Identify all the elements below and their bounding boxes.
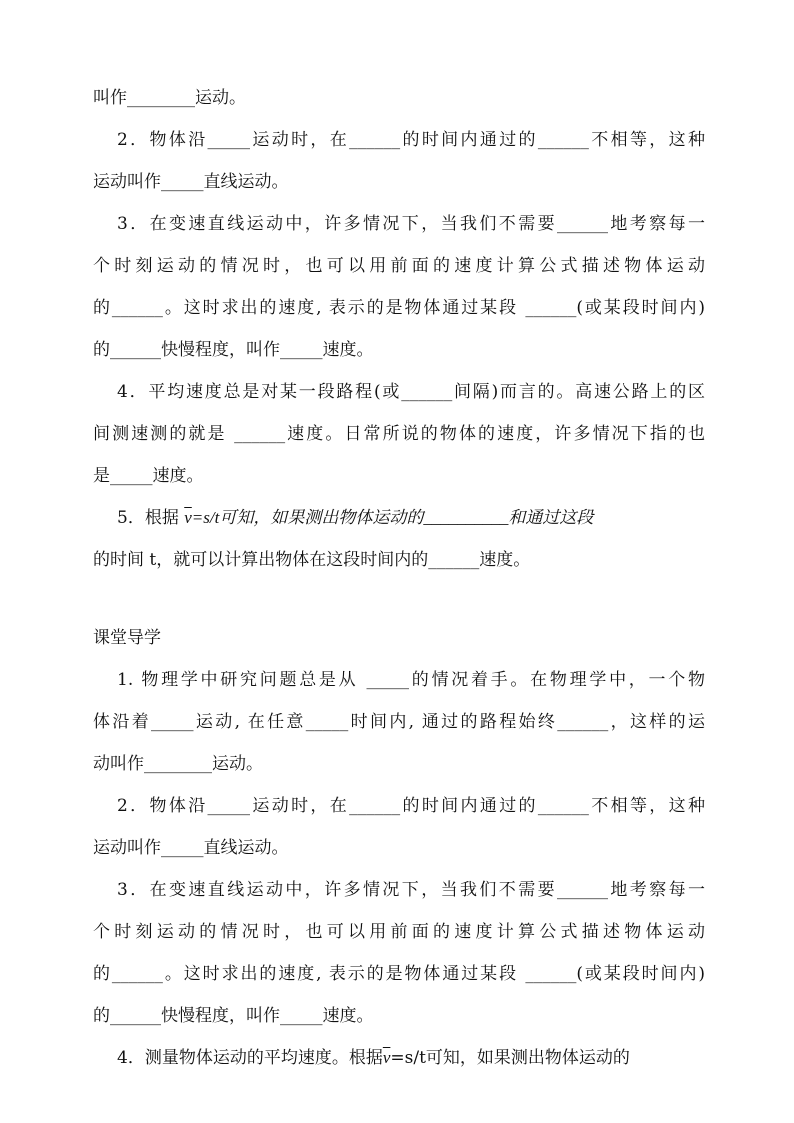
s2-item-4-prefix: 4．测量物体运动的平均速度。根据 [117,1048,383,1068]
s1-item-5-line-1 [117,506,705,530]
s1-formula-v: $\overline{v}$ [184,508,192,527]
s1-item-2-line-2: 运动叫作_____直线运动。 [93,172,289,192]
s1-item-3-line-1: 3．在变速直线运动中，许多情况下，当我们不需要______地考察每一 [117,214,705,234]
s1-item-5-line-2: 的时间 t，就可以计算出物体在这段时间内的______速度。 [93,550,531,570]
s2-item-2-line-2: 运动叫作_____直线运动。 [93,838,289,858]
s1-item-5-suffix: =s/t可知，如果测出物体运动的__________和通过这段 [191,508,594,527]
s2-item-3-line-2: 个时刻运动的情况时，也可以用前面的速度计算公式描述物体运动 [93,922,705,942]
s1-item-3-line-3: 的______。这时求出的速度, 表示的是物体通过某段 ______(或某段时间内) [93,298,705,318]
s2-item-3-line-4: 的______快慢程度，叫作_____速度。 [93,1006,374,1026]
section-heading: 课堂导学 [93,628,161,648]
s2-item-3-line-1: 3．在变速直线运动中，许多情况下，当我们不需要______地考察每一 [117,880,705,900]
s1-item-4-line-1: 4．平均速度总是对某一段路程(或______间隔)而言的。高速公路上的区 [117,382,705,402]
s1-item-5-prefix: 5．根据 [117,508,185,528]
s2-item-1-line-1: 1. 物理学中研究问题总是从 _____的情况着手。在物理学中，一个物 [117,670,705,690]
s2-item-1-line-3: 动叫作________运动。 [93,754,263,774]
s2-item-4-suffix: =s/t可知，如果测出物体运动的 [390,1048,630,1068]
s1-item-3-line-4: 的______快慢程度，叫作_____速度。 [93,340,374,360]
s2-item-2-line-1: 2．物体沿_____运动时，在______的时间内通过的______不相等，这种 [117,796,705,816]
s1-item-4-line-2: 间测速测的就是 ______速度。日常所说的物体的速度，许多情况下指的也 [93,424,705,444]
s2-item-3-line-3: 的______。这时求出的速度, 表示的是物体通过某段 ______(或某段时间内) [93,964,705,984]
s2-item-1-line-2: 体沿着_____运动, 在任意_____时间内, 通过的路程始终______，这样的运 [93,712,705,732]
s2-formula-v: $\overline{v}$ [382,1048,391,1067]
s1-item-4-line-3: 是_____速度。 [93,466,204,486]
s1-item-2-line-1: 2．物体沿_____运动时，在______的时间内通过的______不相等，这种 [117,130,705,150]
s1-line-1: 叫作________运动。 [93,88,246,108]
s2-item-4-line-1 [117,1046,705,1070]
s1-item-3-line-2: 个时刻运动的情况时，也可以用前面的速度计算公式描述物体运动 [93,256,705,276]
